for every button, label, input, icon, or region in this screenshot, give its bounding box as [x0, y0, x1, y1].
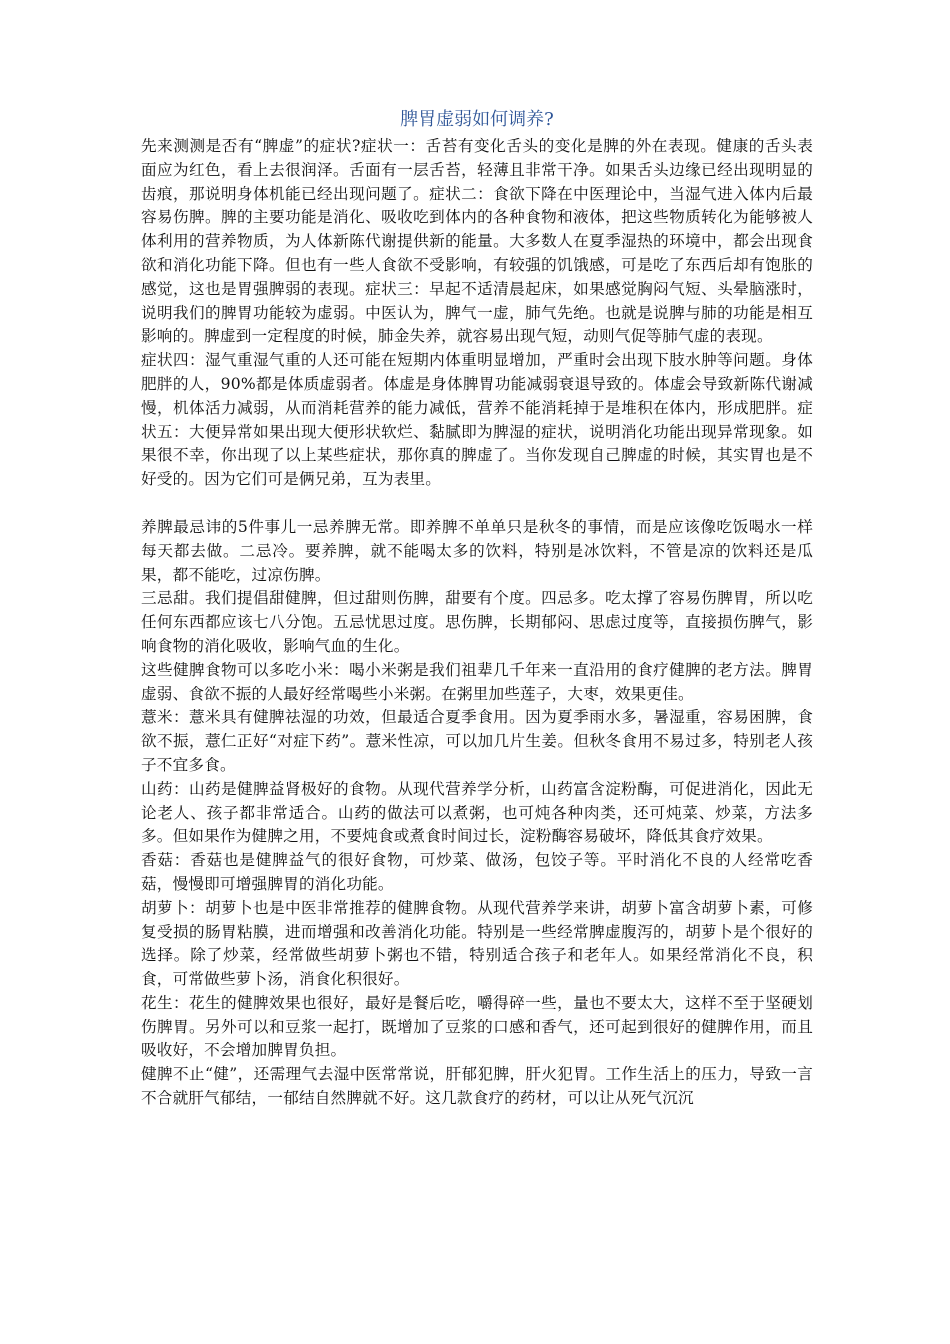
paragraph-liver-qi: 健脾不止“健”，还需理气去湿中医常常说，肝郁犯脾，肝火犯胃。工作生活上的压力，导致一言不合就肝气郁结，一郁结自然脾就不好。这几款食疗的药材，可以让从死气沉沉 — [141, 1065, 813, 1108]
document-page — [141, 108, 813, 1111]
document-title: 脾胃虚弱如何调养? — [400, 109, 554, 130]
paragraph-yam: 山药：山药是健脾益肾极好的食物。从现代营养学分析，山药富含淀粉酶，可促进消化，因此无论老人、孩子都非常适合。山药的做法可以煮粥，也可炖各种肉类，还可炖菜、炒菜，方法多多。但如果作为健脾之用，不要炖食或煮食时间过长，淀粉酶容易破坏，降低其食疗效果。 — [141, 779, 813, 846]
paragraph-peanut: 花生：花生的健脾效果也很好，最好是餐后吃，嚼得碎一些，量也不要太大，这样不至于坚硬划伤脾胃。另外可以和豆浆一起打，既增加了豆浆的口感和香气，还可起到很好的健脾作用，而且吸收好，不会增加脾胃负担。 — [141, 993, 813, 1060]
paragraph-spleen-symptoms-1-3: 先来测测是否有“脾虚”的症状?症状一：舌苔有变化舌头的变化是脾的外在表现。健康的舌头表面应为红色，看上去很润泽。舌面有一层舌苔，轻薄且非常干净。如果舌头边缘已经出现明显的齿痕，那说明身体机能已经出现问题了。症状二：食欲下降在中医理论中，当湿气进入体内后最容易伤脾。脾的主要功能是消化、吸收吃到体内的各种食物和液体，把这些物质转化为能够被人体利用的营养物质，为人体新陈代谢提供新的能量。大多数人在夏季湿热的环境中，都会出现食欲和消化功能下降。但也有一些人食欲不受影响，有较强的饥饿感，可是吃了东西后却有饱胀的感觉，这也是胃强脾弱的表现。症状三：早起不适清晨起床，如果感觉胸闷气短、头晕脑涨时，说明我们的脾胃功能较为虚弱。中医认为，脾气一虚，肺气先绝。也就是说脾与肺的功能是相互影响的。脾虚到一定程度的时候，肺金失养，就容易出现气短，动则气促等肺气虚的表现。 — [141, 137, 813, 346]
paragraph-coix-seed: 薏米：薏米具有健脾祛湿的功效，但最适合夏季食用。因为夏季雨水多，暑湿重，容易困脾，食欲不振，薏仁正好“对症下药”。薏米性凉，可以加几片生姜。但秋冬食用不易过多，特别老人孩子不宜多食。 — [141, 708, 813, 774]
paragraph-spleen-symptoms-4-5: 症状四：湿气重湿气重的人还可能在短期内体重明显增加，严重时会出现下肢水肿等问题。身体肥胖的人，90%都是体质虚弱者。体虚是身体脾胃功能减弱衰退导致的。体虚会导致新陈代谢减慢，机体活力减弱，从而消耗营养的能力减低，营养不能消耗掉于是堆积在体内，形成肥胖。症状五：大便异常如果出现大便形状软烂、黏腻即为脾湿的症状，说明消化功能出现异常现象。如果很不幸，你出现了以上某些症状，那你真的脾虚了。当你发现自己脾虚的时候，其实胃也是不好受的。因为它们可是俩兄弟，互为表里。 — [141, 351, 813, 489]
paragraph-taboos-continued: 三忌甜。我们提倡甜健脾，但过甜则伤脾，甜要有个度。四忌多。吃太撑了容易伤脾胃，所以吃任何东西都应该七八分饱。五忌忧思过度。思伤脾，长期郁闷、思虑过度等，直接损伤脾气，影响食物的消化吸收，影响气血的生化。 — [141, 589, 813, 655]
paragraph-shiitake: 香菇：香菇也是健脾益气的很好食物，可炒菜、做汤，包饺子等。平时消化不良的人经常吃香菇，慢慢即可增强脾胃的消化功能。 — [141, 851, 813, 893]
paragraph-millet: 这些健脾食物可以多吃小米：喝小米粥是我们祖辈几千年来一直沿用的食疗健脾的老方法。脾胃虚弱、食欲不振的人最好经常喝些小米粥。在粥里加些莲子，大枣，效果更佳。 — [141, 660, 813, 703]
paragraph-carrot: 胡萝卜：胡萝卜也是中医非常推荐的健脾食物。从现代营养学来讲，胡萝卜富含胡萝卜素，可修复受损的肠胃粘膜，进而增强和改善消化功能。特别是一些经常脾虚腹泻的，胡萝卜是个很好的选择。除了炒菜，经常做些胡萝卜粥也不错，特别适合孩子和老年人。如果经常消化不良，积食，可常做些萝卜汤，消食化积很好。 — [141, 898, 813, 989]
paragraph-spacer — [141, 492, 813, 516]
paragraph-five-taboos: 养脾最忌讳的5件事儿一忌养脾无常。即养脾不单单只是秋冬的事情，而是应该像吃饭喝水一样每天都去做。二忌冷。要养脾，就不能喝太多的饮料，特别是冰饮料，不管是凉的饮料还是瓜果，都不能吃，过凉伤脾。 — [141, 517, 813, 584]
